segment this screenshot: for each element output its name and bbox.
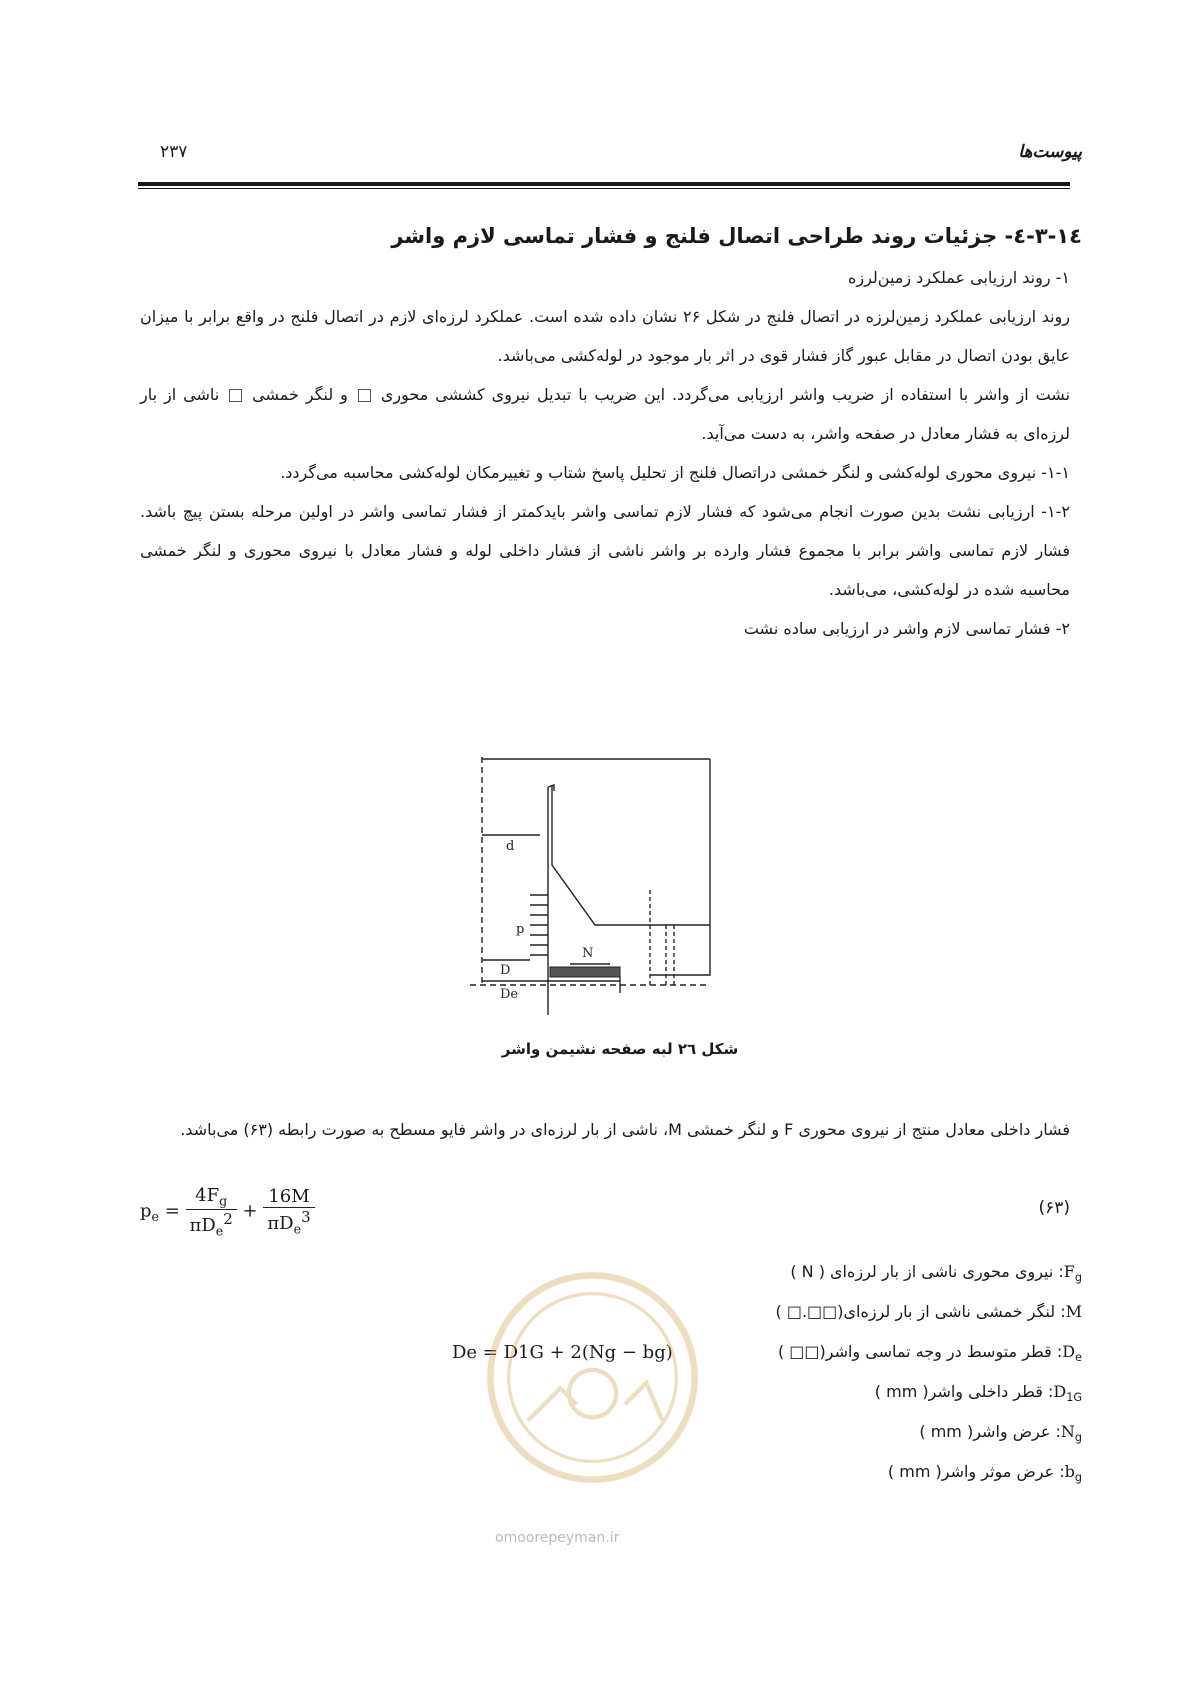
label-De: De [500,987,519,1002]
paragraph: روند ارزیابی عملکرد زمین‌لرزه در اتصال فلنج در شکل ۲۶ نشان داده شده است. عملکرد لرزه‌ای لازم در اتصال فلنج در واقع برابر با میزان عایق بودن اتصال در مقابل عبور گاز فشار قوی در اثر بار موجود در لوله‌کشی می‌باشد. [140,307,1070,365]
header-rule [138,182,1070,186]
label-D: D [500,963,511,978]
section-title: ۳-۱٤-٤- جزئیات روند طراحی اتصال فلنج و فشار تماسی لازم واشر [391,224,1082,248]
watermark-url: omoorepeyman.ir [495,1530,620,1546]
header-rule-thin [138,188,1070,189]
equation-63: $p_e$ = $\frac{4F_g}{\pi D_e^2}$ + $\frac{16M}{\pi D_e^3}$ [140,1185,315,1238]
gasket [550,967,620,977]
body-text [140,258,1070,648]
flange-figure [470,745,770,1035]
equation-number: (۶۳) [1038,1198,1070,1218]
label-d: d [506,839,515,854]
missing-glyph-icon [358,389,371,402]
page-number: ۲۳۷ [160,142,188,162]
paragraph: ۱-۱- نیروی محوری لوله‌کشی و لنگر خمشی دراتصال فلنج از تحلیل پاسخ شتاب و تغییرمکان لوله‌کشی محاسبه می‌گردد. [280,463,1070,482]
label-N: N [582,946,594,961]
definition-item: $F_g$: نیروی محوری ناشی از بار لرزه‌ای ( N ) [790,1262,1082,1285]
de-equation: De = D1G + 2(Ng − bg) [452,1342,673,1363]
paragraph: ۲- فشار تماسی لازم واشر در ارزیابی ساده نشت [743,619,1070,638]
definition-item: M: لنگر خمشی ناشی از بار لرزه‌ای(□□.□ ) [775,1302,1082,1321]
paragraph: نشت از واشر با استفاده از ضریب واشر ارزیابی می‌گردد. این ضریب با تبدیل نیروی کششی محوری و لنگر خمشی ناشی از بار لرزه‌ای به فشار معادل در صفحه واشر، به دست می‌آید. [140,385,1071,443]
missing-glyph-icon [229,389,242,402]
definition-item: $D_e$: قطر متوسط در وجه تماسی واشر(□□ ) [777,1342,1082,1365]
paragraph: ۱-۲- ارزیابی نشت بدین صورت انجام می‌شود که فشار لازم تماسی واشر بایدکمتر از فشار تماسی واشر در اولین مرحله بستن پیچ باشد. فشار لازم تماسی واشر برابر با مجموع فشار وارده بر واشر ناشی از فشار داخلی لوله و فشار معادل با نیروی محوری و لنگر خمشی محاسبه شده در لوله‌کشی، می‌باشد. [140,502,1070,599]
paragraph: فشار داخلی معادل منتج از نیروی محوری F و لنگر خمشی M، ناشی از بار لرزه‌ای در واشر فایو مسطح به صورت رابطه (۶۳) می‌باشد. [180,1120,1070,1139]
figure-caption: شکل ۲٦ لبه صفحه نشیمن واشر [501,1040,739,1058]
running-header: پیوست‌ها [1018,142,1082,162]
definition-item: $D_{1G}$: قطر داخلی واشر( mm ) [874,1382,1082,1405]
definition-item: $b_g$: عرض موثر واشر( mm ) [887,1462,1082,1485]
body-text [140,1110,1070,1149]
definition-item: $N_g$: عرض واشر( mm ) [919,1422,1082,1445]
watermark-seal-icon [485,1270,700,1485]
paragraph: ۱- روند ارزیابی عملکرد زمین‌لرزه [847,268,1070,287]
label-p: p [516,922,525,937]
